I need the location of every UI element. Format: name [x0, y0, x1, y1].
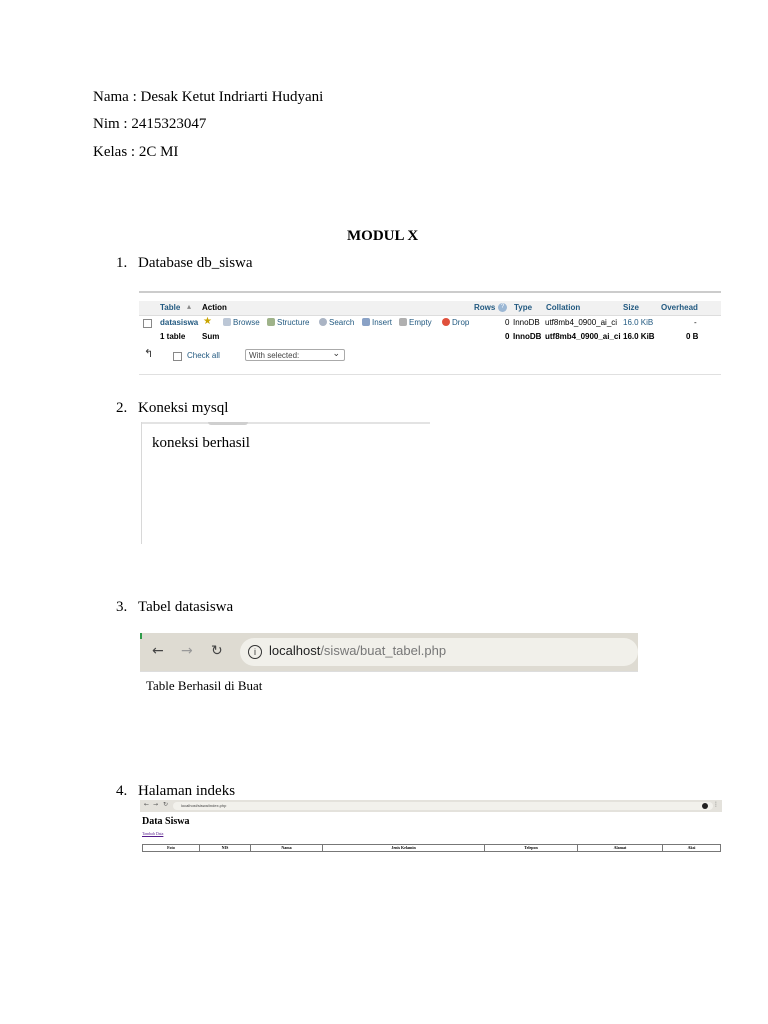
row-type: InnoDB: [513, 318, 540, 327]
tab-edge: [208, 422, 248, 425]
section-title: Halaman indeks: [138, 783, 236, 799]
col-telepon: Telepon: [485, 845, 578, 852]
address-bar[interactable]: [173, 802, 713, 810]
col-size[interactable]: Size: [623, 303, 640, 312]
col-overhead[interactable]: Overhead: [661, 303, 698, 312]
summary-size: 16.0 KiB: [623, 332, 655, 341]
section-1-heading: [116, 254, 253, 272]
check-all-checkbox[interactable]: [173, 352, 182, 361]
col-collation[interactable]: Collation: [546, 303, 581, 312]
document-title: MODUL X: [347, 228, 419, 244]
sort-icon: ▴: [187, 302, 192, 311]
col-nama: Nama: [251, 845, 323, 852]
section-number: 1.: [116, 255, 128, 271]
summary-collation: utf8mb4_0900_ai_ci: [545, 332, 621, 341]
menu-icon[interactable]: ⋮: [713, 801, 719, 808]
section-number: 2.: [116, 400, 128, 416]
action-drop[interactable]: Drop: [442, 318, 469, 328]
summary-overhead: 0 B: [686, 332, 699, 341]
section-4-heading: [116, 782, 235, 800]
student-class: Kelas : 2C MI: [93, 144, 179, 160]
section-number: 3.: [116, 599, 128, 615]
favorite-star-icon[interactable]: ★: [203, 316, 212, 327]
section-number: 4.: [116, 783, 128, 799]
phpmyadmin-table-screenshot: [139, 291, 721, 375]
section-2-heading: [116, 399, 228, 417]
with-selected-dropdown[interactable]: With selected: ⌄: [245, 349, 345, 361]
url-text: [269, 643, 446, 658]
action-insert[interactable]: Insert: [362, 318, 392, 328]
summary-tables: 1 table: [160, 332, 186, 341]
index-page-screenshot: [140, 800, 722, 856]
summary-rows: 0: [505, 332, 510, 341]
col-nis: NIS: [200, 845, 251, 852]
section-3-heading: [116, 598, 233, 616]
reload-icon[interactable]: ↻: [211, 643, 223, 659]
student-name: Nama : Desak Ketut Indriarti Hudyani: [93, 89, 324, 105]
drop-icon: [442, 318, 450, 326]
profile-icon[interactable]: [702, 803, 708, 809]
search-icon: [319, 318, 327, 326]
connection-message: koneksi berhasil: [152, 435, 250, 451]
action-search[interactable]: Search: [319, 318, 354, 328]
col-aksi: Aksi: [663, 845, 721, 852]
row-overhead: -: [694, 318, 697, 327]
forward-arrow-icon[interactable]: →: [181, 643, 193, 659]
empty-icon: [399, 318, 407, 326]
row-collation: utf8mb4_0900_ai_ci: [545, 318, 618, 327]
forward-arrow-icon[interactable]: →: [153, 801, 159, 808]
divider: [139, 291, 721, 293]
table-header-row: [143, 845, 721, 852]
section-title: Tabel datasiswa: [138, 599, 234, 615]
structure-icon: [267, 318, 275, 326]
section-title: Database db_siswa: [138, 255, 253, 271]
divider: [142, 422, 430, 424]
loading-indicator: [140, 633, 142, 639]
table-created-message: Table Berhasil di Buat: [146, 678, 263, 693]
reload-icon[interactable]: ↻: [163, 801, 169, 808]
row-count: 0: [505, 318, 510, 327]
col-rows[interactable]: Rows: [474, 303, 496, 312]
address-bar[interactable]: [240, 638, 638, 666]
insert-icon: [362, 318, 370, 326]
col-table[interactable]: Table: [160, 303, 181, 312]
info-icon[interactable]: i: [248, 645, 262, 659]
table-name-link[interactable]: datasiswa: [160, 318, 199, 327]
section-title: Koneksi mysql: [138, 400, 229, 416]
page-heading: Data Siswa: [142, 816, 190, 827]
row-checkbox[interactable]: [143, 319, 152, 328]
action-browse[interactable]: Browse: [223, 318, 260, 328]
student-table: [142, 844, 721, 852]
col-action: Action: [202, 303, 227, 312]
browse-icon: [223, 318, 231, 326]
action-empty[interactable]: Empty: [399, 318, 432, 328]
mini-browser-toolbar: [140, 800, 722, 812]
col-jenis-kelamin: Jenis Kelamin: [323, 845, 485, 852]
action-structure[interactable]: Structure: [267, 318, 309, 328]
student-nim: Nim : 2415323047: [93, 116, 207, 132]
check-all-label[interactable]: Check all: [187, 351, 220, 360]
col-alamat: Alamat: [578, 845, 663, 852]
summary-type: InnoDB: [513, 332, 542, 341]
row-size[interactable]: 16.0 KiB: [623, 318, 654, 327]
url-host: localhost: [269, 643, 321, 658]
connection-screenshot: [141, 422, 430, 544]
divider: [140, 671, 638, 672]
url-text: localhost/siswa/index.php: [181, 803, 227, 808]
url-path: /siswa/buat_tabel.php: [320, 643, 447, 658]
add-data-link[interactable]: Tambah Data: [142, 831, 164, 836]
browser-toolbar-screenshot: [140, 633, 638, 671]
col-foto: Foto: [143, 845, 200, 852]
help-icon[interactable]: ?: [498, 303, 507, 312]
divider: [139, 374, 721, 375]
summary-sum: Sum: [202, 332, 220, 341]
arrow-up-left-icon: ↰: [144, 348, 154, 360]
col-type[interactable]: Type: [514, 303, 533, 312]
back-arrow-icon[interactable]: ←: [144, 801, 150, 808]
back-arrow-icon[interactable]: ←: [152, 643, 164, 659]
